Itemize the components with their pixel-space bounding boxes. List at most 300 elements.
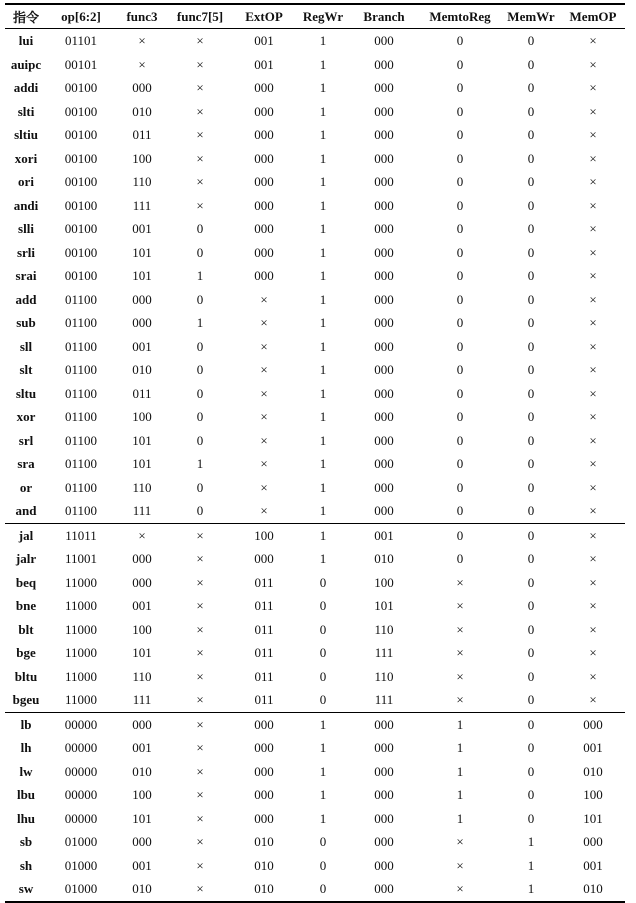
- signal-cell: 01100: [64, 479, 98, 495]
- signal-cell: 0: [456, 127, 464, 143]
- signal-cell: ×: [196, 763, 204, 779]
- instruction-cell: or: [19, 479, 33, 495]
- signal-cell: 01000: [47, 877, 115, 902]
- signal-cell: 1: [297, 523, 349, 547]
- table-row: [5, 736, 625, 760]
- signal-cell: 000: [254, 763, 274, 779]
- signal-cell: 11000: [64, 692, 98, 708]
- signal-cell: ×: [589, 33, 597, 49]
- signal-cell: ×: [196, 668, 204, 684]
- table-row: [5, 53, 625, 77]
- signal-cell: 1: [456, 740, 464, 756]
- signal-cell: 100: [583, 787, 603, 803]
- signal-cell: 0: [319, 834, 327, 850]
- instruction-cell: lhu: [16, 810, 36, 826]
- signal-cell: 01100: [64, 338, 98, 354]
- signal-cell: 000: [374, 385, 394, 401]
- signal-cell: 110: [374, 621, 394, 637]
- signal-cell: ×: [456, 834, 464, 850]
- instruction-cell: bne: [15, 598, 37, 614]
- instruction-cell: auipc: [10, 56, 42, 72]
- signal-cell: ×: [260, 456, 268, 472]
- table-row: [5, 241, 625, 265]
- table-row: [5, 618, 625, 642]
- signal-cell: 000: [254, 80, 274, 96]
- signal-cell: 110: [132, 479, 152, 495]
- signal-cell: ×: [456, 621, 464, 637]
- signal-cell: 1: [319, 221, 327, 237]
- signal-cell: 000: [254, 103, 274, 119]
- signal-cell: 1: [527, 857, 535, 873]
- signal-cell: 001: [132, 598, 152, 614]
- signal-cell: 0: [456, 221, 464, 237]
- table-row: [5, 452, 625, 476]
- signal-cell: 00000: [64, 740, 98, 756]
- signal-cell: 010: [583, 763, 603, 779]
- table-row: [5, 523, 625, 547]
- signal-cell: ×: [589, 598, 597, 614]
- instruction-cell: addi: [13, 80, 39, 96]
- signal-cell: 0: [527, 409, 535, 425]
- instruction-cell: andi: [13, 197, 39, 213]
- signal-cell: 0: [456, 385, 464, 401]
- signal-cell: ×: [589, 174, 597, 190]
- signal-cell: 0: [501, 712, 561, 736]
- instruction-cell: sltu: [15, 385, 37, 401]
- signal-cell: 01000: [64, 857, 98, 873]
- signal-cell: 11000: [64, 668, 98, 684]
- signal-cell: 0: [527, 244, 535, 260]
- signal-cell: 01100: [64, 456, 98, 472]
- table-row: [5, 170, 625, 194]
- signal-cell: 000: [231, 712, 297, 736]
- signal-cell: ×: [196, 80, 204, 96]
- signal-cell: ×: [169, 712, 231, 736]
- signal-cell: 01101: [64, 33, 98, 49]
- signal-cell: 000: [374, 221, 394, 237]
- signal-cell: 0: [319, 692, 327, 708]
- signal-cell: 0: [456, 197, 464, 213]
- signal-cell: 0: [527, 338, 535, 354]
- signal-cell: 0: [527, 150, 535, 166]
- signal-cell: 1: [319, 432, 327, 448]
- signal-cell: 100: [132, 150, 152, 166]
- instruction-cell: lb: [5, 712, 47, 736]
- instruction-cell: slti: [17, 103, 35, 119]
- signal-cell: 01100: [64, 409, 98, 425]
- signal-cell: 100: [132, 409, 152, 425]
- signal-cell: ×: [589, 315, 597, 331]
- signal-cell: 000: [254, 221, 274, 237]
- signal-cell: 0: [527, 621, 535, 637]
- signal-cell: 111: [374, 645, 394, 661]
- signal-cell: 101: [132, 268, 152, 284]
- signal-cell: ×: [589, 456, 597, 472]
- signal-cell: ×: [589, 244, 597, 260]
- table-row: [5, 476, 625, 500]
- signal-cell: 0: [527, 503, 535, 519]
- signal-cell: 1: [319, 291, 327, 307]
- instruction-cell: lbu: [16, 787, 36, 803]
- signal-cell: 000: [374, 174, 394, 190]
- signal-cell: 1: [319, 503, 327, 519]
- signal-cell: 0: [527, 810, 535, 826]
- instruction-cell: sb: [19, 834, 33, 850]
- signal-cell: ×: [196, 551, 204, 567]
- signal-cell: 11011: [47, 523, 115, 547]
- signal-cell: 000: [374, 338, 394, 354]
- table-body: [5, 29, 625, 902]
- signal-cell: 011: [254, 598, 274, 614]
- signal-cell: ×: [589, 80, 597, 96]
- signal-cell: 101: [132, 645, 152, 661]
- column-header: MemtoReg: [419, 4, 501, 29]
- signal-cell: 101: [132, 244, 152, 260]
- signal-cell: ×: [260, 479, 268, 495]
- table-row: [5, 641, 625, 665]
- instruction-cell: lui: [18, 33, 34, 49]
- signal-cell: 000: [374, 315, 394, 331]
- signal-cell: 0: [297, 877, 349, 902]
- signal-cell: ×: [589, 479, 597, 495]
- signal-cell: 111: [132, 197, 152, 213]
- signal-cell: 0: [527, 174, 535, 190]
- signal-cell: ×: [589, 150, 597, 166]
- signal-cell: 0: [196, 221, 204, 237]
- signal-cell: 000: [254, 268, 274, 284]
- signal-cell: 101: [132, 432, 152, 448]
- signal-cell: 1: [319, 127, 327, 143]
- signal-cell: 000: [374, 787, 394, 803]
- signal-cell: 1: [319, 80, 327, 96]
- table-row: [5, 877, 625, 902]
- signal-cell: 0: [456, 456, 464, 472]
- signal-cell: 001: [132, 857, 152, 873]
- signal-cell: 000: [115, 712, 169, 736]
- signal-cell: 01100: [64, 315, 98, 331]
- signal-cell: ×: [589, 668, 597, 684]
- signal-cell: 0: [456, 409, 464, 425]
- signal-cell: ×: [456, 598, 464, 614]
- table-row: [5, 547, 625, 571]
- header-row: [5, 4, 625, 29]
- signal-cell: 000: [132, 315, 152, 331]
- signal-cell: 001: [583, 740, 603, 756]
- table-row: [5, 760, 625, 784]
- signal-cell: 11001: [64, 551, 98, 567]
- signal-cell: 011: [132, 127, 152, 143]
- signal-cell: ×: [589, 197, 597, 213]
- signal-cell: 000: [132, 551, 152, 567]
- instruction-cell: jalr: [15, 551, 37, 567]
- instruction-cell: slt: [19, 362, 33, 378]
- signal-cell: ×: [561, 523, 625, 547]
- signal-cell: 0: [527, 56, 535, 72]
- signal-cell: ×: [196, 56, 204, 72]
- signal-cell: 0: [456, 291, 464, 307]
- signal-cell: 000: [254, 740, 274, 756]
- signal-cell: 001: [254, 56, 274, 72]
- signal-cell: 0: [196, 479, 204, 495]
- signal-cell: 0: [456, 551, 464, 567]
- signal-cell: 101: [132, 810, 152, 826]
- signal-cell: 000: [374, 834, 394, 850]
- signal-cell: 0: [456, 150, 464, 166]
- instruction-cell: bgeu: [12, 692, 40, 708]
- signal-cell: 001: [349, 523, 419, 547]
- signal-cell: 00000: [64, 810, 98, 826]
- signal-cell: 000: [132, 834, 152, 850]
- signal-cell: 0: [319, 598, 327, 614]
- table-row: [5, 217, 625, 241]
- signal-cell: 1: [319, 409, 327, 425]
- table-row: [5, 665, 625, 689]
- signal-cell: 00100: [64, 80, 98, 96]
- signal-cell: 0: [196, 362, 204, 378]
- signal-cell: 0: [527, 668, 535, 684]
- signal-cell: 0: [527, 33, 535, 49]
- signal-cell: 01100: [64, 291, 98, 307]
- table-row: [5, 712, 625, 736]
- signal-cell: 0: [527, 291, 535, 307]
- signal-cell: 0: [319, 645, 327, 661]
- control-signal-table-container: [5, 3, 625, 903]
- signal-cell: 1: [319, 33, 327, 49]
- signal-cell: 00100: [64, 150, 98, 166]
- table-row: [5, 783, 625, 807]
- instruction-cell: xor: [16, 409, 36, 425]
- control-signal-table: [5, 3, 625, 903]
- signal-cell: 0: [527, 787, 535, 803]
- signal-cell: 0: [527, 197, 535, 213]
- signal-cell: 000: [349, 712, 419, 736]
- signal-cell: 1: [196, 268, 204, 284]
- signal-cell: ×: [589, 221, 597, 237]
- instruction-cell: srl: [18, 432, 34, 448]
- signal-cell: 0: [196, 338, 204, 354]
- signal-cell: ×: [260, 362, 268, 378]
- signal-cell: 1: [527, 834, 535, 850]
- instruction-cell: srai: [15, 268, 37, 284]
- signal-cell: 0: [456, 503, 464, 519]
- signal-cell: 000: [254, 810, 274, 826]
- signal-cell: 0: [456, 33, 464, 49]
- signal-cell: 1: [319, 385, 327, 401]
- signal-cell: ×: [589, 503, 597, 519]
- signal-cell: ×: [196, 598, 204, 614]
- signal-cell: 0: [196, 503, 204, 519]
- signal-cell: 101: [583, 810, 603, 826]
- signal-cell: 0: [527, 645, 535, 661]
- signal-cell: ×: [589, 574, 597, 590]
- table-row: [5, 807, 625, 831]
- signal-cell: 0: [456, 103, 464, 119]
- signal-cell: 1: [319, 103, 327, 119]
- signal-cell: ×: [260, 503, 268, 519]
- signal-cell: 000: [374, 432, 394, 448]
- column-header: func3: [115, 4, 169, 29]
- signal-cell: ×: [456, 668, 464, 684]
- instruction-cell: slli: [18, 221, 34, 237]
- signal-cell: 1: [196, 315, 204, 331]
- signal-cell: ×: [196, 857, 204, 873]
- signal-cell: 000: [374, 763, 394, 779]
- signal-cell: 000: [254, 244, 274, 260]
- signal-cell: 0: [456, 174, 464, 190]
- signal-cell: 0: [196, 409, 204, 425]
- signal-cell: 000: [374, 268, 394, 284]
- table-row: [5, 688, 625, 712]
- signal-cell: ×: [589, 432, 597, 448]
- signal-cell: 0: [527, 432, 535, 448]
- table-row: [5, 358, 625, 382]
- signal-cell: 0: [319, 668, 327, 684]
- signal-cell: 1: [319, 174, 327, 190]
- signal-cell: 0: [527, 127, 535, 143]
- table-row: [5, 499, 625, 523]
- instruction-cell: jal: [5, 523, 47, 547]
- signal-cell: 0: [527, 80, 535, 96]
- signal-cell: ×: [260, 291, 268, 307]
- signal-cell: ×: [456, 857, 464, 873]
- signal-cell: 01100: [64, 503, 98, 519]
- signal-cell: 100: [132, 621, 152, 637]
- signal-cell: 11000: [64, 621, 98, 637]
- signal-cell: 00000: [47, 712, 115, 736]
- table-row: [5, 123, 625, 147]
- signal-cell: 0: [527, 479, 535, 495]
- signal-cell: ×: [260, 409, 268, 425]
- signal-cell: 101: [374, 598, 394, 614]
- signal-cell: 01100: [64, 362, 98, 378]
- column-header: MemWr: [501, 4, 561, 29]
- signal-cell: 100: [132, 787, 152, 803]
- instruction-cell: srli: [16, 244, 36, 260]
- signal-cell: 011: [254, 621, 274, 637]
- table-row: [5, 76, 625, 100]
- signal-cell: ×: [196, 692, 204, 708]
- signal-cell: 000: [374, 409, 394, 425]
- signal-cell: 000: [132, 80, 152, 96]
- signal-cell: 1: [319, 456, 327, 472]
- signal-cell: 1: [319, 479, 327, 495]
- signal-cell: 000: [254, 150, 274, 166]
- signal-cell: 01100: [64, 385, 98, 401]
- instruction-cell: bltu: [14, 668, 38, 684]
- signal-cell: 000: [374, 103, 394, 119]
- signal-cell: 0: [196, 432, 204, 448]
- signal-cell: 010: [254, 857, 274, 873]
- signal-cell: 1: [319, 763, 327, 779]
- signal-cell: 00100: [64, 244, 98, 260]
- signal-cell: 000: [561, 712, 625, 736]
- signal-cell: 110: [132, 174, 152, 190]
- instruction-cell: sh: [19, 857, 33, 873]
- signal-cell: 000: [374, 80, 394, 96]
- signal-cell: 00000: [64, 763, 98, 779]
- signal-cell: ×: [589, 551, 597, 567]
- signal-cell: 000: [374, 197, 394, 213]
- column-header: Branch: [349, 4, 419, 29]
- signal-cell: ×: [196, 810, 204, 826]
- signal-cell: 001: [583, 857, 603, 873]
- signal-cell: 00100: [64, 221, 98, 237]
- column-header: ExtOP: [231, 4, 297, 29]
- signal-cell: 110: [132, 668, 152, 684]
- signal-cell: 000: [374, 503, 394, 519]
- signal-cell: ×: [196, 787, 204, 803]
- signal-cell: ×: [589, 103, 597, 119]
- table-row: [5, 854, 625, 878]
- signal-cell: 00100: [64, 127, 98, 143]
- signal-cell: 11000: [64, 598, 98, 614]
- instruction-cell: blt: [18, 621, 34, 637]
- signal-cell: 000: [583, 834, 603, 850]
- signal-cell: 0: [196, 291, 204, 307]
- signal-cell: 010: [115, 877, 169, 902]
- signal-cell: ×: [196, 103, 204, 119]
- signal-cell: 010: [254, 834, 274, 850]
- signal-cell: ×: [138, 56, 146, 72]
- signal-cell: 0: [456, 268, 464, 284]
- signal-cell: 100: [231, 523, 297, 547]
- instruction-cell: ori: [18, 174, 34, 190]
- signal-cell: 0: [527, 574, 535, 590]
- signal-cell: 0: [527, 315, 535, 331]
- signal-cell: ×: [196, 174, 204, 190]
- signal-cell: 000: [374, 127, 394, 143]
- signal-cell: 000: [254, 197, 274, 213]
- signal-cell: 1: [319, 810, 327, 826]
- table-row: [5, 100, 625, 124]
- signal-cell: 011: [254, 692, 274, 708]
- signal-cell: 1: [319, 315, 327, 331]
- signal-cell: 001: [132, 221, 152, 237]
- signal-cell: 001: [132, 740, 152, 756]
- instruction-cell: lh: [20, 740, 32, 756]
- instruction-cell: sub: [16, 315, 36, 331]
- table-row: [5, 194, 625, 218]
- signal-cell: 000: [132, 291, 152, 307]
- signal-cell: 0: [456, 362, 464, 378]
- signal-cell: 1: [319, 244, 327, 260]
- instruction-cell: and: [15, 503, 37, 519]
- signal-cell: 000: [254, 787, 274, 803]
- signal-cell: 0: [319, 621, 327, 637]
- signal-cell: ×: [589, 692, 597, 708]
- signal-cell: ×: [589, 268, 597, 284]
- signal-cell: 0: [196, 244, 204, 260]
- signal-cell: 000: [374, 150, 394, 166]
- signal-cell: 000: [374, 740, 394, 756]
- signal-cell: 0: [501, 523, 561, 547]
- signal-cell: 00000: [64, 787, 98, 803]
- signal-cell: 0: [196, 385, 204, 401]
- signal-cell: 000: [254, 174, 274, 190]
- signal-cell: 000: [374, 56, 394, 72]
- signal-cell: 101: [132, 456, 152, 472]
- signal-cell: 100: [374, 574, 394, 590]
- signal-cell: 11000: [64, 574, 98, 590]
- signal-cell: 0: [527, 740, 535, 756]
- signal-cell: 1: [319, 338, 327, 354]
- table-row: [5, 288, 625, 312]
- signal-cell: 000: [374, 291, 394, 307]
- column-header: MemOP: [561, 4, 625, 29]
- instruction-cell: lw: [19, 763, 33, 779]
- signal-cell: 0: [319, 857, 327, 873]
- signal-cell: 0: [456, 315, 464, 331]
